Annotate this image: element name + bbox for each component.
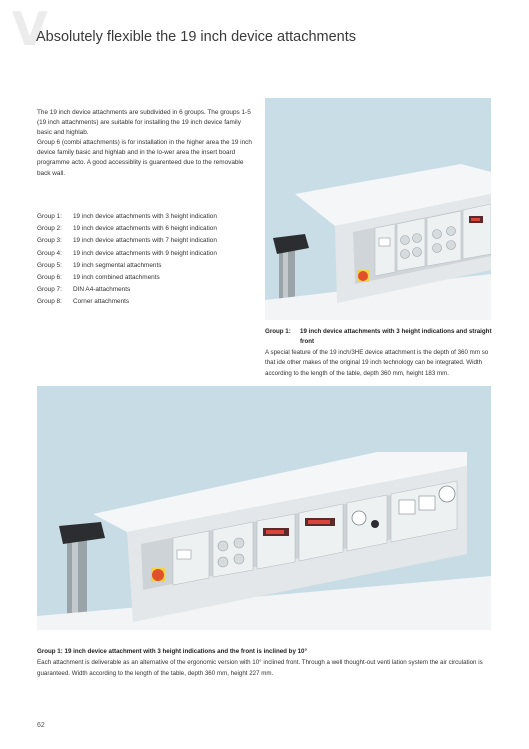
group-item <box>37 284 267 296</box>
group-label: Group 4: <box>37 249 62 257</box>
photo-straight-front-attachment <box>265 98 491 320</box>
caption-heading <box>265 327 493 348</box>
group-item <box>37 211 267 223</box>
group-text: Corner attachments <box>73 298 130 306</box>
group-item <box>37 248 267 260</box>
group-label: Group 3: <box>37 237 62 245</box>
group-label: Group 7: <box>37 286 62 294</box>
group-item <box>37 296 267 308</box>
group-list <box>37 211 267 309</box>
intro-paragraph-1: The 19 inch device attachments are subdivided in 6 groups. The groups 1-5 (19 inch attachments) are suitable for installing the 19 inch device family basic and highlab. <box>37 109 251 137</box>
group-text: 19 inch device attachments with 9 height indication <box>73 249 217 257</box>
group-label: Group 1: <box>37 213 62 220</box>
group-item <box>37 272 267 284</box>
intro-text <box>37 108 252 179</box>
photo-inclined-front-attachment <box>37 386 491 630</box>
group-text: 19 inch segmental attachments <box>73 261 162 269</box>
caption-title: 19 inch device attachments with 3 height indications and straight front <box>300 328 492 346</box>
page-number: 62 <box>37 722 45 729</box>
group-text: 19 inch device attachments with 3 height indication <box>73 213 217 220</box>
group-text: 19 inch device attachments with 7 height indication <box>73 237 217 245</box>
caption-label: Group 1: <box>265 328 291 335</box>
intro-paragraph-2: Group 6 (combi attachments) is for installation in the higher area the 19 inch device family basic and highlab and in the lo-wer area the insert board programme acto. A good accessiblity is guarenteed due to the removable back wall. <box>37 139 252 177</box>
caption-body: Each attachment is deliverable as an alternative of the ergonomic version with 10° inclined front. Through a well thought-out venti lation system the air circulation is guaranteed. Width according to the length of the table, depth 360 mm, height 227 mm. <box>37 659 483 677</box>
group-item <box>37 260 267 272</box>
group-label: Group 8: <box>37 298 62 306</box>
caption-group-1-inclined <box>37 646 497 679</box>
group-label: Group 6: <box>37 274 62 282</box>
group-label: Group 5: <box>37 261 62 269</box>
caption-group-1-straight <box>265 327 493 379</box>
section-letter: V <box>12 2 48 56</box>
group-item <box>37 223 267 235</box>
page-title: Absolutely flexible the 19 inch device attachments <box>36 29 356 45</box>
caption-body: A special feature of the 19 inch/3HE device attachment is the depth of 360 mm so that ide other makes of the original 19 inch technology can be integrated. Width according to the length of the table, depth 360 mm, height 183 mm. <box>265 348 489 377</box>
caption-title: Group 1: 19 inch device attachment with 3 height indications and the front is inclined by 10° <box>37 648 307 655</box>
group-label: Group 2: <box>37 225 62 233</box>
group-item <box>37 235 267 247</box>
group-text: 19 inch combined attachments <box>73 274 160 282</box>
group-text: DIN A4-attachments <box>73 286 131 294</box>
group-text: 19 inch device attachments with 6 height indication <box>73 225 217 233</box>
